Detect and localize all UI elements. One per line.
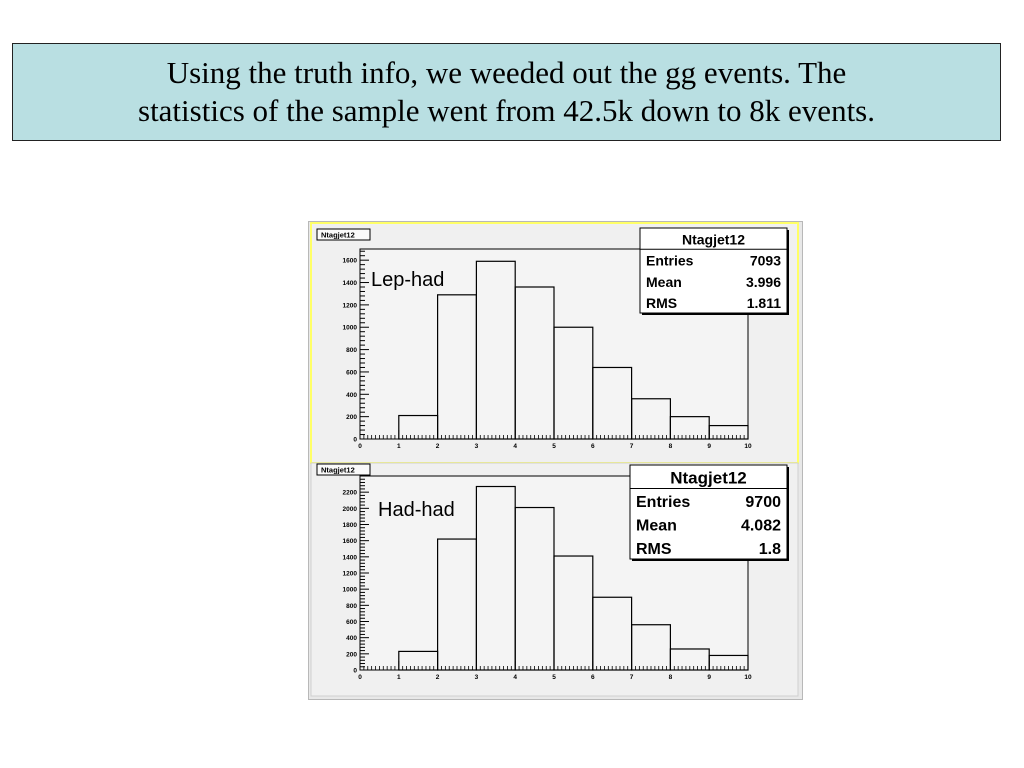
stats-mean-label: Mean: [646, 273, 682, 290]
y-tick-label: 400: [346, 391, 357, 399]
x-tick-label: 5: [552, 443, 556, 450]
stats-rms-value: 1.811: [746, 295, 781, 311]
y-tick-label: 1600: [342, 257, 357, 265]
x-tick-label: 6: [590, 443, 595, 450]
x-tick-label: 0: [358, 674, 362, 681]
stats-entries-value: 9700: [745, 494, 781, 511]
y-tick-label: 800: [346, 602, 357, 610]
stats-rms-label: RMS: [646, 295, 678, 311]
x-tick-label: 7: [629, 674, 634, 681]
x-tick-label: 4: [513, 443, 518, 450]
slide-title-line-1: Using the truth info, we weeded out the gg events. The: [166, 55, 847, 90]
stats-mean-value: 3.996: [745, 273, 781, 290]
x-tick-label: 7: [629, 443, 634, 450]
y-tick-label: 1200: [342, 302, 357, 310]
slide-title-line-2: statistics of the sample went from 42.5k down to 8k events.: [138, 93, 875, 128]
x-tick-label: 6: [590, 674, 595, 681]
y-tick-label: 0: [353, 667, 357, 675]
y-tick-label: 1400: [342, 554, 357, 562]
y-tick-label: 1000: [342, 586, 357, 594]
stats-mean-label: Mean: [636, 517, 677, 535]
x-tick-label: 3: [474, 674, 479, 681]
x-tick-label: 4: [513, 674, 518, 681]
histogram-pad-1: [311, 223, 798, 463]
y-tick-label: 200: [346, 651, 357, 659]
y-tick-label: 2000: [342, 505, 357, 513]
x-tick-label: 2: [435, 674, 440, 681]
y-tick-label: 1800: [342, 522, 357, 529]
x-tick-label: 10: [744, 443, 752, 450]
x-tick-label: 8: [668, 443, 673, 450]
stats-rms-value: 1.8: [758, 541, 781, 558]
y-tick-label: 0: [353, 436, 357, 444]
x-tick-label: 10: [744, 674, 752, 681]
histogram-tab-label: Ntagjet12: [321, 230, 355, 240]
stats-title: Ntagjet12: [670, 468, 747, 488]
stats-entries-value: 7093: [749, 252, 781, 269]
y-tick-label: 200: [346, 414, 357, 422]
stats-entries-label: Entries: [636, 494, 691, 511]
x-tick-label: 2: [435, 443, 440, 450]
x-tick-label: 9: [707, 443, 712, 450]
stats-rms-label: RMS: [636, 541, 672, 558]
stats-mean-value: 4.082: [740, 517, 781, 535]
x-tick-label: 8: [668, 674, 673, 681]
stats-title: Ntagjet12: [681, 231, 746, 248]
histogram-annotation: Lep-had: [371, 269, 445, 291]
y-tick-label: 400: [346, 635, 357, 643]
x-tick-label: 0: [358, 443, 362, 450]
histogram-pad-2: [311, 463, 798, 696]
y-tick-label: 800: [346, 347, 357, 355]
y-tick-label: 1600: [342, 538, 357, 546]
y-tick-label: 2200: [342, 489, 357, 497]
y-tick-label: 1400: [342, 280, 357, 288]
x-tick-label: 1: [396, 443, 401, 450]
x-tick-label: 5: [552, 674, 556, 681]
y-tick-label: 600: [346, 369, 357, 377]
x-tick-label: 9: [707, 674, 712, 681]
y-tick-label: 1000: [342, 324, 357, 332]
y-tick-label: 600: [346, 619, 357, 626]
histogram-tab-label: Ntagjet12: [321, 465, 355, 475]
histogram-annotation: Had-had: [378, 499, 455, 521]
x-tick-label: 3: [474, 443, 479, 450]
y-tick-label: 1200: [342, 570, 357, 578]
x-tick-label: 1: [396, 674, 401, 681]
stats-entries-label: Entries: [646, 252, 694, 269]
